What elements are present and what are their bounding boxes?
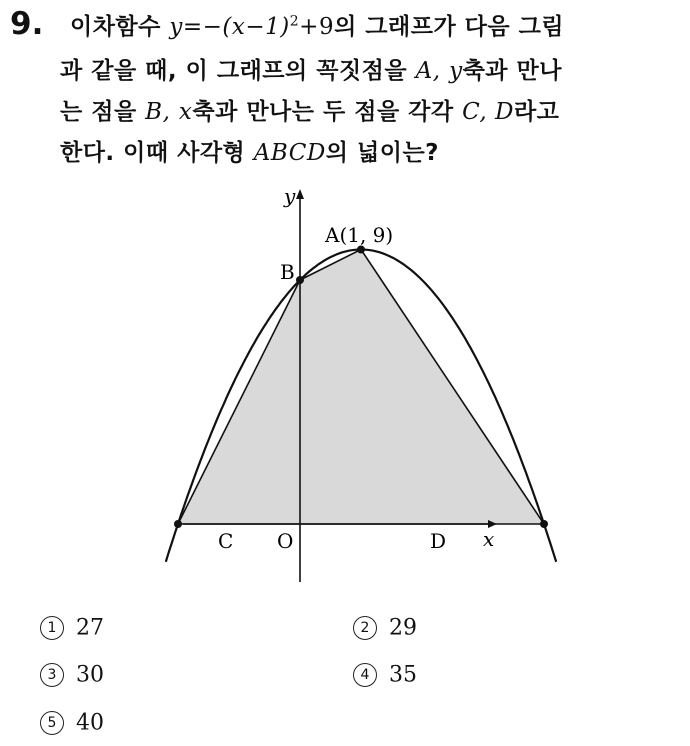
point-C-label: C: [218, 529, 234, 553]
y-variable: y: [449, 58, 463, 84]
point-D-dot: [540, 520, 548, 528]
x-variable: x: [178, 99, 193, 125]
question-text: 이차함수: [70, 14, 170, 40]
point-labels-CD: C, D: [462, 99, 514, 125]
quadrilateral-label: ABCD: [253, 140, 326, 166]
question-text: 라고: [513, 99, 560, 125]
origin-label: O: [277, 529, 294, 553]
equation-exponent: 2: [289, 13, 300, 30]
choice-value: 29: [389, 615, 417, 641]
choice-marker: 3: [40, 663, 64, 687]
question-number: 9.: [10, 6, 44, 42]
choice-marker: 2: [353, 616, 377, 640]
point-label-B: B,: [145, 99, 171, 125]
question-text: 축과 만나: [462, 58, 562, 84]
point-D-label: D: [430, 529, 447, 553]
choice-3[interactable]: [40, 662, 104, 688]
quadrilateral-ABCD: [178, 250, 544, 525]
choice-value: 35: [389, 662, 417, 688]
point-C-dot: [174, 520, 182, 528]
choice-value: 40: [76, 710, 104, 736]
equation: y=−(x−1): [169, 14, 290, 40]
equation-constant: +9: [299, 14, 335, 40]
y-axis-arrow: [296, 189, 304, 199]
point-label-A: A,: [415, 58, 441, 84]
choice-marker: 4: [353, 663, 377, 687]
point-B-dot: [296, 276, 304, 284]
question-text: 한다. 이때 사각형: [60, 140, 254, 166]
choice-5[interactable]: [40, 710, 104, 736]
choice-value: 30: [76, 662, 104, 688]
choice-4[interactable]: [353, 662, 417, 688]
question-text: 의 그래프가 다음 그림: [334, 14, 565, 40]
y-axis-label: y: [284, 184, 296, 208]
choice-2[interactable]: [353, 615, 417, 641]
point-B-label: B: [280, 260, 295, 284]
choice-value: 27: [76, 615, 104, 641]
choice-1[interactable]: [40, 615, 104, 641]
vertex-label: A(1, 9): [325, 223, 394, 247]
choice-marker: 1: [40, 616, 64, 640]
question-text: 의 넓이는?: [325, 140, 440, 166]
x-axis-label: x: [483, 527, 495, 551]
question-text: 는 점을: [60, 99, 146, 125]
question-text: 과 같을 때, 이 그래프의 꼭짓점을: [60, 58, 416, 84]
choice-marker: 5: [40, 711, 64, 735]
question-text: 축과 만나는 두 점을 각각: [192, 99, 463, 125]
